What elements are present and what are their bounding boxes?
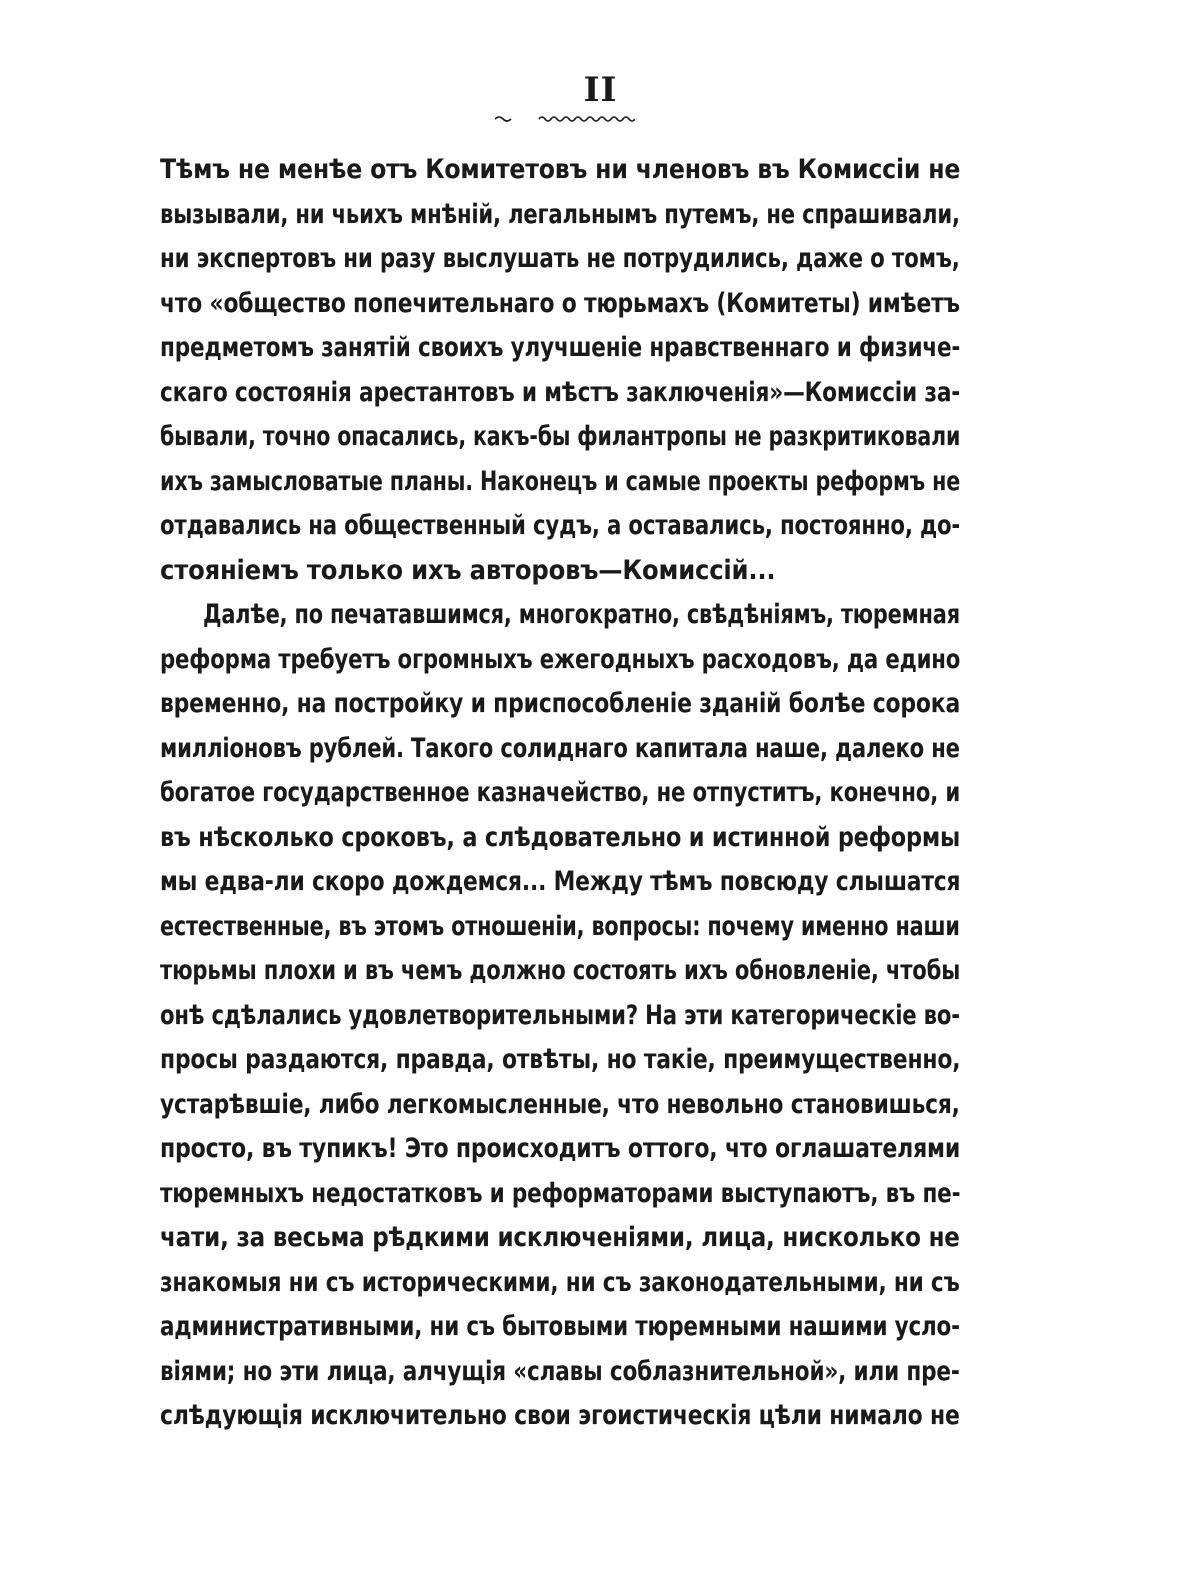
text-line: тюремныхъ недостатковъ и реформаторами выступаютъ, въ пе- [160, 1177, 961, 1209]
text-line: предметомъ занятій своихъ улучшеніе нравственнаго и физиче- [160, 332, 961, 363]
page-header [0, 70, 1191, 126]
page-number: II [583, 70, 618, 110]
paragraph [160, 148, 960, 593]
text-line: чати, за весьма рѣдкими исключеніями, лица, нисколько не [160, 1222, 960, 1253]
text-line: просы раздаются, правда, отвѣты, но такіе, преимущественно, [160, 1044, 961, 1075]
text-line: естественные, въ этомъ отношеніи, вопросы: почему именно наши [160, 910, 960, 942]
text-line: стояніемъ только ихъ авторовъ—Комиссій... [160, 554, 776, 586]
text-line: вызывали, ни чьихъ мнѣній, легальнымъ путемъ, не спрашивали, [160, 198, 960, 230]
text-line: административными, ни съ бытовыми тюремными нашими усло- [160, 1311, 960, 1342]
text-line: Далѣе, по печатавшимся, многократно, свѣдѣніямъ, тюремная [202, 599, 960, 630]
text-line: въ нѣсколько сроковъ, а слѣдовательно и истинной реформы [160, 821, 961, 853]
text-line: мы едва-ли скоро дождемся... Между тѣмъ повсюду слышатся [160, 866, 961, 897]
text-line: милліоновъ рублей. Такого солиднаго капитала наше, далеко не [160, 732, 960, 764]
text-line: ни экспертовъ ни разу выслушать не потрудились, даже о томъ, [160, 243, 960, 274]
text-line: Тѣмъ не менѣе отъ Комитетовъ ни членовъ въ Комиссіи не [160, 154, 961, 185]
paragraph [160, 593, 960, 1439]
text-line: скаго состоянія арестантовъ и мѣстъ заключенія»—Комиссіи за- [160, 376, 961, 408]
text-line: бывали, точно опасались, какъ-бы филантропы не разкритиковали [160, 421, 961, 452]
text-line: богатое государственное казначейство, не отпуститъ, конечно, и [160, 777, 961, 808]
text-line: что «общество попечительнаго о тюрьмахъ (Комитеты) имѣетъ [160, 287, 960, 319]
text-line: реформа требуетъ огромныхъ ежегодныхъ расходовъ, да едино [160, 643, 961, 675]
text-line: слѣдующія исключительно свои эгоистическія цѣли нимало не [160, 1400, 960, 1431]
text-line: онѣ сдѣлались удовлетворительными? На эти категорическіе во- [160, 999, 960, 1031]
text-line: ихъ замысловатые планы. Наконецъ и самые проекты реформъ не [160, 465, 961, 497]
text-line: временно, на постройку и приспособленіе зданій болѣе сорока [160, 688, 961, 719]
text-line: віями; но эти лица, алчущія «славы соблазнительной», или пре- [160, 1355, 960, 1387]
body-text [160, 148, 960, 1439]
text-line: отдавались на общественный судъ, а оставались, постоянно, до- [160, 510, 961, 541]
text-line: устарѣвшіе, либо легкомысленные, что невольно становишься, [160, 1088, 960, 1120]
text-line: тюрьмы плохи и въ чемъ должно состоять ихъ обновленіе, чтобы [160, 955, 961, 986]
text-line: просто, въ тупикъ! Это происходитъ оттого, что оглашателями [160, 1133, 961, 1164]
text-line: знакомыя ни съ историческими, ни съ законодательными, ни съ [160, 1266, 960, 1298]
ornament-rule-icon [495, 112, 635, 126]
